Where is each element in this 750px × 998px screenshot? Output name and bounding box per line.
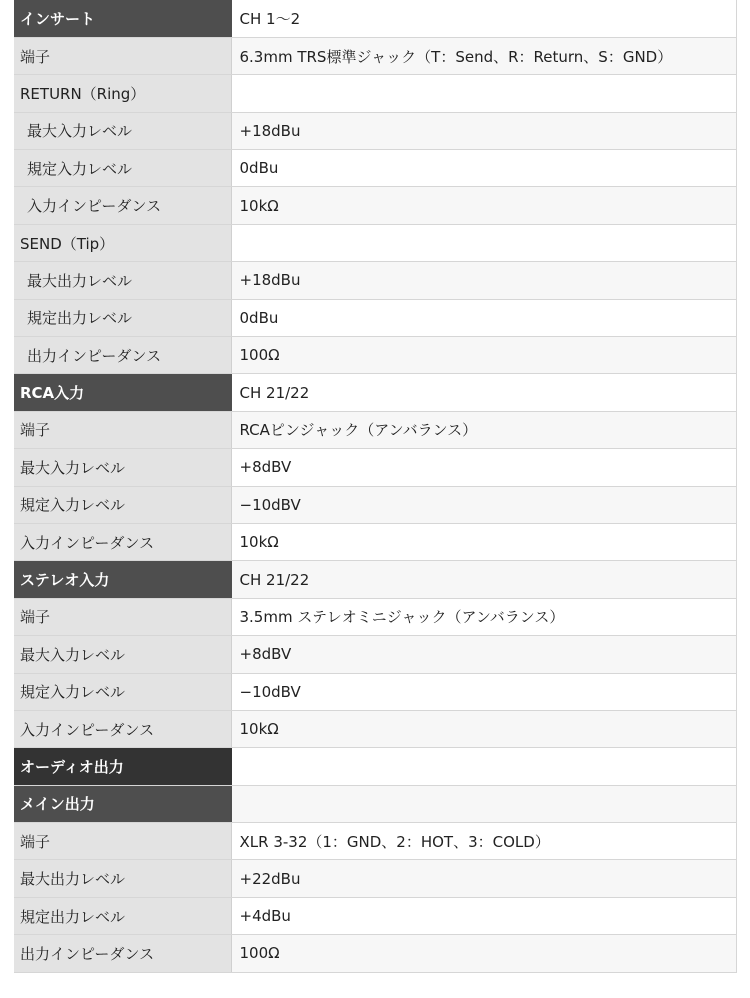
- spec-label: 入力インピーダンス: [14, 710, 231, 747]
- spec-value: 0dBu: [231, 299, 737, 336]
- spec-value: +22dBu: [231, 860, 737, 897]
- spec-subheading: SEND（Tip）: [14, 224, 231, 261]
- table-row: [14, 411, 737, 448]
- section-heading-stereo-input: ステレオ入力: [14, 561, 231, 598]
- spec-label: 規定入力レベル: [14, 673, 231, 710]
- table-row: [14, 860, 737, 897]
- spec-value: 10kΩ: [231, 187, 737, 224]
- table-row: [14, 897, 737, 934]
- spec-label: 端子: [14, 598, 231, 635]
- spec-value: XLR 3-32（1：GND、2：HOT、3：COLD）: [231, 823, 737, 860]
- spec-value: [231, 748, 737, 785]
- spec-label: 規定入力レベル: [14, 486, 231, 523]
- table-row: [14, 262, 737, 299]
- table-row: [14, 935, 737, 972]
- table-row: [14, 337, 737, 374]
- spec-value: [231, 75, 737, 112]
- section-heading-audio-output: オーディオ出力: [14, 748, 231, 785]
- table-row: [14, 748, 737, 785]
- table-row: [14, 0, 737, 37]
- spec-value: +8dBV: [231, 636, 737, 673]
- spec-label: 入力インピーダンス: [14, 523, 231, 560]
- section-heading-main-output: メイン出力: [14, 785, 231, 822]
- spec-value: +4dBu: [231, 897, 737, 934]
- spec-label: 端子: [14, 823, 231, 860]
- table-row: [14, 561, 737, 598]
- spec-value: 10kΩ: [231, 710, 737, 747]
- spec-value: 100Ω: [231, 935, 737, 972]
- spec-value: [231, 224, 737, 261]
- spec-value: CH 21/22: [231, 561, 737, 598]
- spec-value: 0dBu: [231, 150, 737, 187]
- spec-value: −10dBV: [231, 673, 737, 710]
- table-row: [14, 150, 737, 187]
- spec-label: 入力インピーダンス: [14, 187, 231, 224]
- spec-label: 最大出力レベル: [14, 262, 231, 299]
- spec-label: 最大出力レベル: [14, 860, 231, 897]
- spec-value: 10kΩ: [231, 523, 737, 560]
- spec-value: 100Ω: [231, 337, 737, 374]
- spec-value: 3.5mm ステレオミニジャック（アンバランス）: [231, 598, 737, 635]
- table-row: [14, 374, 737, 411]
- spec-label: 端子: [14, 37, 231, 74]
- spec-subheading: RETURN（Ring）: [14, 75, 231, 112]
- table-row: [14, 823, 737, 860]
- spec-label: 規定入力レベル: [14, 150, 231, 187]
- spec-value: +18dBu: [231, 112, 737, 149]
- spec-value: +18dBu: [231, 262, 737, 299]
- spec-value: [231, 785, 737, 822]
- spec-label: 最大入力レベル: [14, 636, 231, 673]
- table-row: [14, 523, 737, 560]
- table-row: [14, 75, 737, 112]
- spec-label: 出力インピーダンス: [14, 337, 231, 374]
- table-row: [14, 636, 737, 673]
- spec-value: +8dBV: [231, 449, 737, 486]
- table-row: [14, 785, 737, 822]
- spec-label: 最大入力レベル: [14, 112, 231, 149]
- spec-table: [14, 0, 737, 973]
- section-heading-insert: インサート: [14, 0, 231, 37]
- table-row: [14, 37, 737, 74]
- table-row: [14, 710, 737, 747]
- table-row: [14, 598, 737, 635]
- spec-label: 端子: [14, 411, 231, 448]
- table-row: [14, 224, 737, 261]
- spec-value: CH 21/22: [231, 374, 737, 411]
- table-row: [14, 187, 737, 224]
- spec-label: 規定出力レベル: [14, 299, 231, 336]
- section-heading-rca-input: RCA入力: [14, 374, 231, 411]
- table-row: [14, 112, 737, 149]
- table-row: [14, 486, 737, 523]
- spec-label: 規定出力レベル: [14, 897, 231, 934]
- spec-value: CH 1〜2: [231, 0, 737, 37]
- spec-value: 6.3mm TRS標準ジャック（T：Send、R：Return、S：GND）: [231, 37, 737, 74]
- spec-label: 出力インピーダンス: [14, 935, 231, 972]
- table-row: [14, 449, 737, 486]
- spec-label: 最大入力レベル: [14, 449, 231, 486]
- spec-value: −10dBV: [231, 486, 737, 523]
- table-row: [14, 299, 737, 336]
- table-row: [14, 673, 737, 710]
- spec-value: RCAピンジャック（アンバランス）: [231, 411, 737, 448]
